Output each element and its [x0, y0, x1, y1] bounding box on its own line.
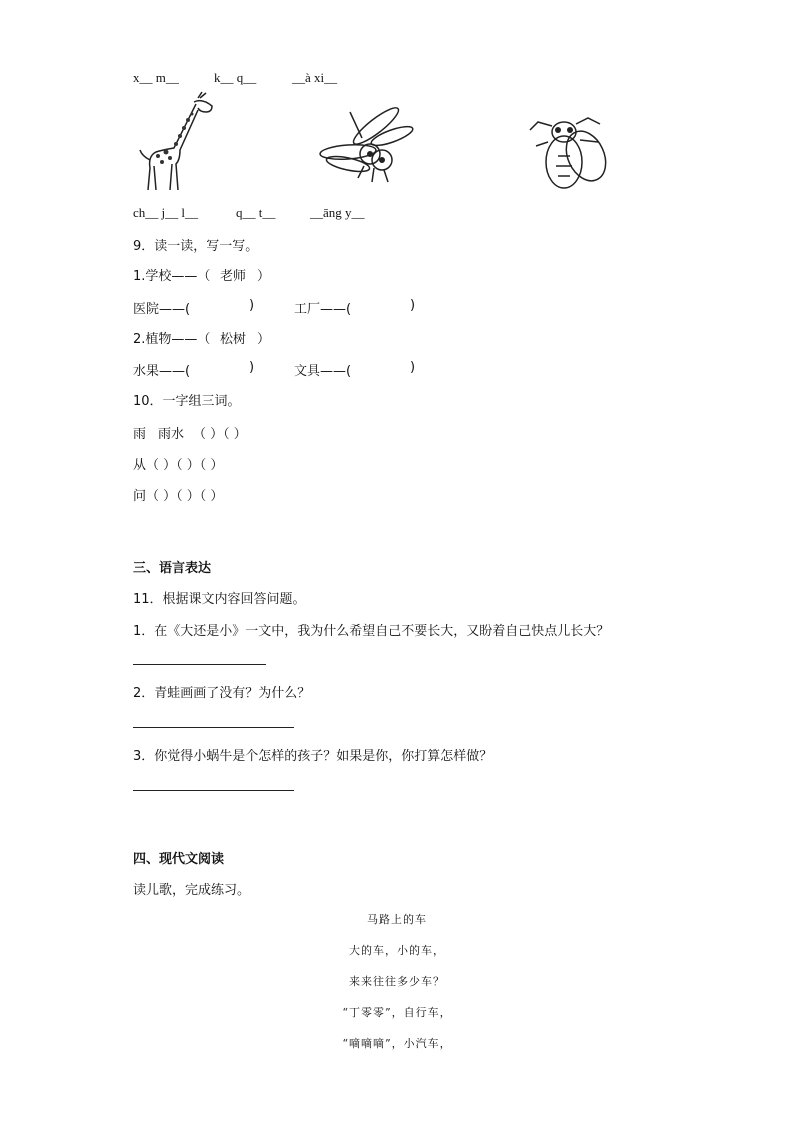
q11-item-3: 3．你觉得小蜗牛是个怎样的孩子？如果是你，你打算怎样做？: [133, 749, 493, 764]
q9-row4-close-b: ): [410, 360, 416, 375]
giraffe-picture: [136, 90, 216, 194]
poem-line-3: “丁零零”，自行车，: [342, 1006, 452, 1019]
q10-row3-blanks: （ ）（ ）（ ）: [146, 489, 224, 504]
section4-instruction: 读儿歌，完成练习。: [133, 883, 251, 898]
q9-row2-label-a: 医院——(: [133, 302, 191, 317]
q9-row4-label-b: 文具——(: [294, 364, 352, 379]
dragonfly-picture: [318, 106, 414, 186]
pinyin-dragonfly-bottom: q__ t__: [236, 205, 276, 220]
q10-row2-char: 从: [133, 458, 147, 473]
pinyin-fly-top: __à xi__: [292, 70, 338, 85]
q9-row3-label: 2.植物——（: [133, 332, 211, 347]
q10-row1-blanks: （ ）（ ）: [193, 427, 247, 442]
section3-heading: 三、语言表达: [133, 561, 212, 576]
q9-row1-answer: 老师: [220, 269, 247, 284]
q11-item-1: 1．在《大还是小》一文中，我为什么希望自己不要长大，又盼着自己快点儿长大？: [133, 624, 610, 639]
q9-title: 9．读一读，写一写。: [133, 239, 259, 254]
q9-row4-label-a: 水果——(: [133, 364, 191, 379]
q11-item-2: 2．青蛙画画了没有？为什么？: [133, 686, 311, 701]
answer-line-3[interactable]: [133, 790, 294, 791]
q9-row1-close: ）: [257, 269, 271, 284]
q9-row2-close-a: ): [249, 298, 255, 313]
poem-line-4: “嘀嘀嘀”，小汽车，: [342, 1037, 452, 1050]
q9-row3-close: ）: [257, 332, 271, 347]
q9-row3-answer: 松树: [220, 332, 247, 347]
poem-line-1: 大的车，小的车，: [349, 944, 445, 957]
q9-row2-close-b: ): [410, 298, 416, 313]
pinyin-giraffe-bottom: ch__ j__ l__: [133, 205, 198, 220]
q10-row3-char: 问: [133, 489, 147, 504]
q10-row2-blanks: （ ）（ ）（ ）: [146, 458, 224, 473]
answer-line-2[interactable]: [133, 727, 294, 728]
q10-title: 10．一字组三词。: [133, 394, 241, 409]
answer-line-1[interactable]: [133, 664, 266, 665]
pinyin-dragonfly-top: k__ q__: [214, 70, 257, 85]
section4-heading: 四、现代文阅读: [133, 852, 225, 867]
q9-row4-close-a: ): [249, 360, 255, 375]
fly-picture: [528, 112, 614, 194]
poem-line-2: 来来往往多少车？: [349, 975, 445, 988]
q11-title: 11．根据课文内容回答问题。: [133, 592, 306, 607]
q10-row1-char: 雨: [133, 427, 147, 442]
pinyin-giraffe-top: x__ m__: [133, 70, 179, 85]
pinyin-fly-bottom: __āng y__: [310, 205, 365, 220]
q9-row1-label: 1.学校——（: [133, 269, 211, 284]
q9-row2-label-b: 工厂——(: [294, 302, 352, 317]
q10-row1-example: 雨水: [158, 427, 185, 442]
poem-title: 马路上的车: [367, 913, 427, 926]
